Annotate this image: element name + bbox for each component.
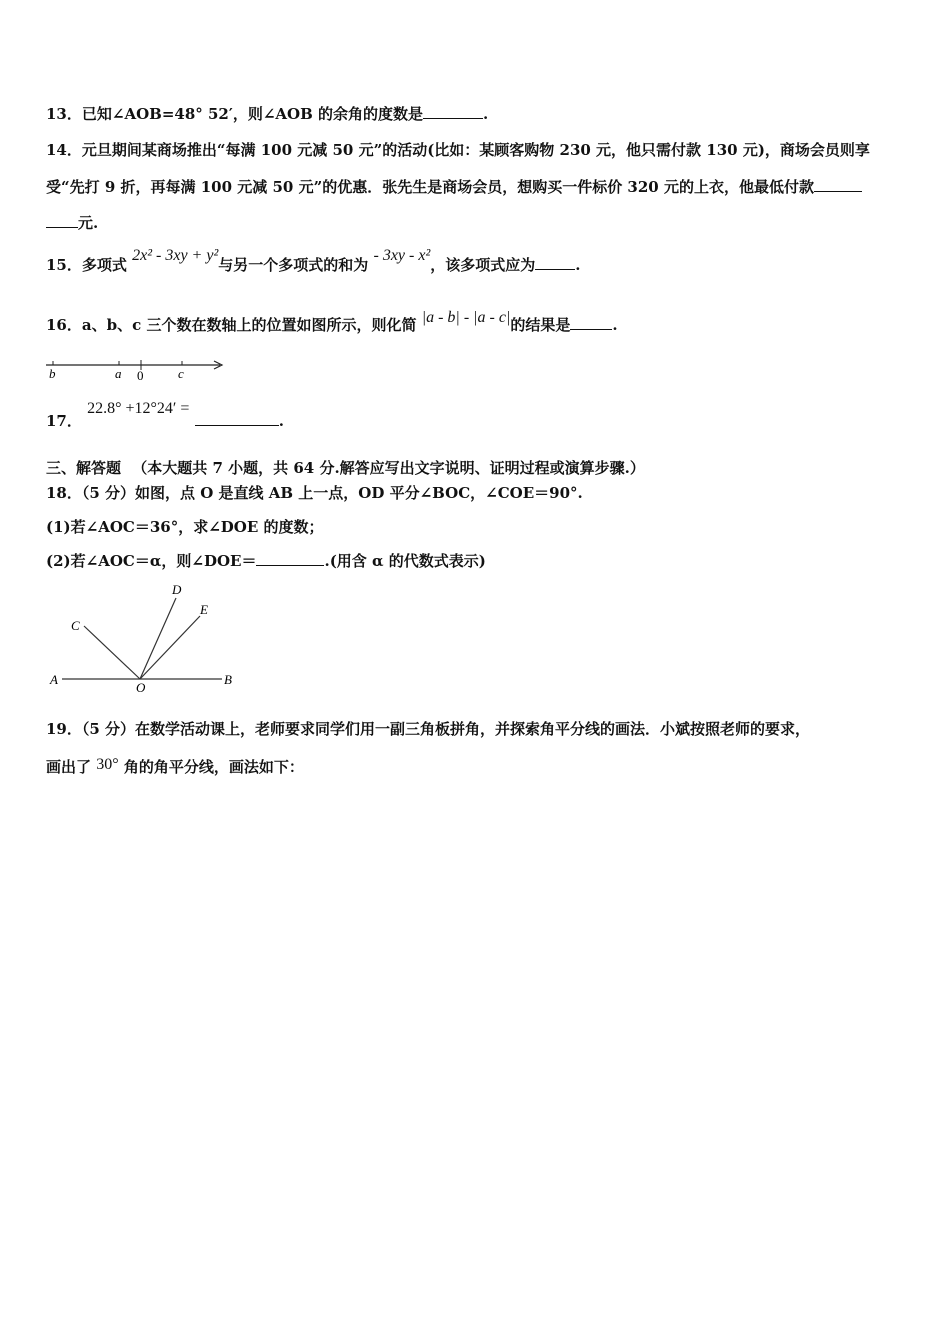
q16-text: a、b、c 三个数在数轴上的位置如图所示，则化简 bbox=[81, 316, 417, 334]
q14-answer-blank-a[interactable] bbox=[814, 191, 862, 192]
q14-line2: 受“先打 9 折，再每满 100 元减 50 元”的优惠．张先生是商场会员，想购买一件标价 320 元的上衣，他最低付款 bbox=[46, 178, 814, 196]
question-14-line2 bbox=[46, 176, 862, 197]
q13-number: 13． bbox=[46, 105, 82, 123]
q17-number: 17． bbox=[46, 412, 82, 430]
section-3-header bbox=[46, 457, 645, 478]
q18-part2-post: .(用含 α 的代数式表示) bbox=[324, 552, 486, 570]
q18-text: （5 分）如图，点 O 是直线 AB 上一点，OD 平分∠BOC，∠COE＝90°. bbox=[81, 484, 583, 502]
axis-label-c: c bbox=[178, 366, 184, 381]
section-3-title: 三、解答题 bbox=[46, 459, 122, 477]
q13-text: 已知∠AOB=48° 52′，则∠AOB 的余角的度数是 bbox=[81, 105, 423, 123]
question-15 bbox=[46, 247, 581, 275]
q15-pre: 多项式 bbox=[81, 256, 127, 274]
q19-angle: 30° bbox=[96, 756, 119, 773]
question-18-part1 bbox=[46, 516, 324, 537]
axis-label-a: a bbox=[115, 366, 122, 381]
q15-post: ，该多项式应为 bbox=[430, 256, 536, 274]
label-c: C bbox=[71, 618, 80, 633]
q16-end: . bbox=[612, 316, 618, 334]
q15-answer-blank[interactable] bbox=[535, 269, 575, 270]
label-a: A bbox=[50, 672, 58, 687]
q18-answer-blank[interactable] bbox=[256, 565, 324, 566]
question-13 bbox=[46, 103, 488, 124]
q15-number: 15． bbox=[46, 256, 82, 274]
label-e: E bbox=[200, 602, 208, 617]
q18-part1: (1)若∠AOC＝36°，求∠DOE 的度数； bbox=[46, 518, 324, 536]
question-14-line3 bbox=[46, 212, 98, 233]
question-14-line1 bbox=[46, 139, 870, 160]
q16-number: 16． bbox=[46, 316, 82, 334]
question-18-part2 bbox=[46, 550, 486, 571]
question-19-line2 bbox=[46, 756, 304, 777]
question-16 bbox=[46, 309, 618, 335]
q17-expr: 22.8° +12°24′ = bbox=[87, 400, 190, 417]
ray-oe bbox=[140, 616, 200, 679]
q14-answer-blank-b[interactable] bbox=[46, 227, 78, 228]
angle-figure bbox=[44, 580, 240, 696]
ray-oc bbox=[84, 626, 140, 679]
q16-expr: |a - b| - |a - c| bbox=[421, 309, 511, 326]
q13-end: . bbox=[483, 105, 489, 123]
q16-answer-blank[interactable] bbox=[570, 329, 612, 330]
question-19-line1 bbox=[46, 718, 810, 739]
q13-answer-blank[interactable] bbox=[423, 118, 483, 119]
q14-line3-end: 元. bbox=[78, 214, 99, 232]
section-3-note: （本大题共 7 小题，共 64 分.解答应写出文字说明、证明过程或演算步骤.） bbox=[132, 459, 645, 477]
label-d: D bbox=[172, 582, 182, 597]
axis-label-zero: 0 bbox=[137, 368, 144, 383]
ray-od bbox=[140, 598, 176, 679]
q14-line1: 元旦期间某商场推出“每满 100 元减 50 元”的活动(比如：某顾客购物 230 元，他只需付款 130 元)，商场会员则享 bbox=[81, 141, 870, 159]
q17-end: . bbox=[278, 412, 284, 430]
number-line-figure bbox=[44, 356, 230, 386]
q15-expr1: 2x² - 3xy + y² bbox=[132, 247, 219, 264]
q19-line2-pre: 画出了 bbox=[46, 758, 92, 776]
q15-end: . bbox=[575, 256, 581, 274]
q19-number: 19． bbox=[46, 720, 82, 738]
q18-number: 18． bbox=[46, 484, 82, 502]
q19-line2-post: 角的角平分线，画法如下： bbox=[123, 758, 304, 776]
label-o: O bbox=[136, 680, 146, 695]
q18-part2-pre: (2)若∠AOC＝α，则∠DOE＝ bbox=[46, 552, 257, 570]
axis-label-b: b bbox=[49, 366, 56, 381]
label-b: B bbox=[224, 672, 232, 687]
question-17 bbox=[46, 400, 284, 431]
q14-number: 14． bbox=[46, 141, 82, 159]
q19-line1: （5 分）在数学活动课上，老师要求同学们用一副三角板拼角，并探索角平分线的画法．小斌按照老师的要求， bbox=[81, 720, 811, 738]
q17-answer-blank[interactable] bbox=[195, 425, 279, 426]
q15-expr2: - 3xy - x² bbox=[373, 247, 431, 264]
q15-mid: 与另一个多项式的和为 bbox=[218, 256, 369, 274]
q16-post: 的结果是 bbox=[510, 316, 571, 334]
question-18 bbox=[46, 482, 583, 503]
